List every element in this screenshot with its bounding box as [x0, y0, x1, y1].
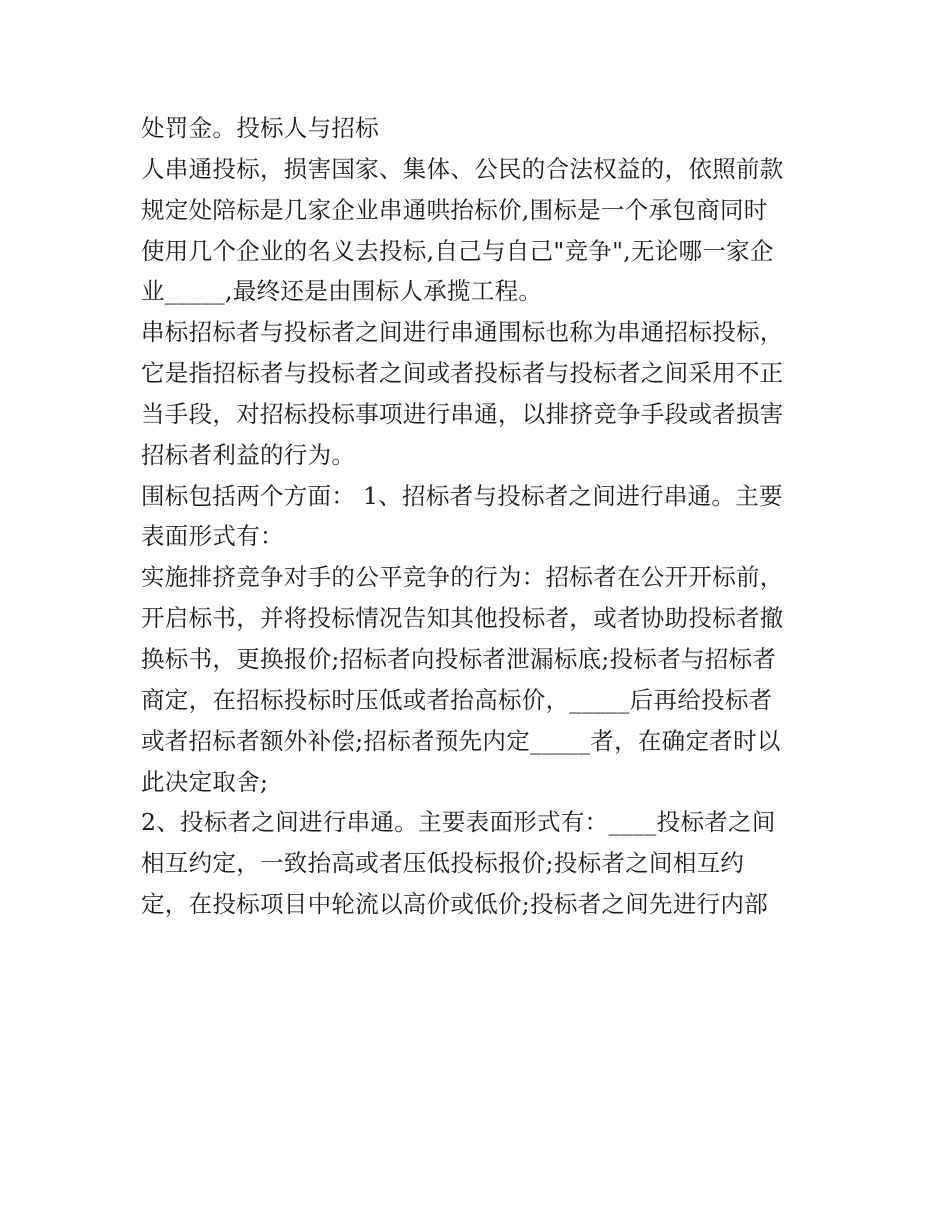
text-line: 它是指招标者与投标者之间或者投标者与投标者之间采用不正	[141, 359, 784, 388]
text-line: 表面形式有：	[141, 522, 284, 551]
text-line: 2、投标者之间进行串通。主要表面形式有：____投标者之间	[141, 808, 776, 837]
text-line: 业_____,最终还是由围标人承揽工程。	[141, 277, 543, 306]
text-line: 串标招标者与投标者之间进行串通围标也称为串通招标投标，	[141, 318, 784, 347]
text-line: 实施排挤竞争对手的公平竞争的行为：招标者在公开开标前，	[141, 563, 784, 592]
text-line: 围标包括两个方面： 1、招标者与投标者之间进行串通。主要	[141, 481, 783, 510]
text-line: 处罚金。投标人与招标	[141, 114, 379, 142]
document-body	[141, 108, 831, 925]
text-line: 相互约定，一致抬高或者压低投标报价;投标者之间相互约	[141, 849, 745, 878]
text-line: 换标书，更换报价;招标者向投标者泄漏标底;投标者与招标者	[141, 644, 777, 673]
text-line: 当手段，对招标投标事项进行串通，以排挤竞争手段或者损害	[141, 399, 784, 428]
text-line: 商定，在招标投标时压低或者抬高标价，_____后再给投标者	[141, 685, 773, 714]
text-line: 人串通投标，损害国家、集体、公民的合法权益的，依照前款	[141, 154, 784, 183]
text-line: 定，在投标项目中轮流以高价或低价;投标者之间先进行内部	[141, 890, 769, 919]
text-line: 招标者利益的行为。	[141, 440, 356, 469]
text-line: 开启标书，并将投标情况告知其他投标者，或者协助投标者撤	[141, 604, 784, 633]
text-line: 此决定取舍;	[141, 767, 269, 796]
text-line: 规定处陪标是几家企业串通哄抬标价,围标是一个承包商同时	[141, 195, 768, 224]
text-line: 使用几个企业的名义去投标,自己与自己"竞争",无论哪一家企	[141, 236, 774, 265]
text-line: 或者招标者额外补偿;招标者预先内定_____者，在确定者时以	[141, 726, 781, 755]
